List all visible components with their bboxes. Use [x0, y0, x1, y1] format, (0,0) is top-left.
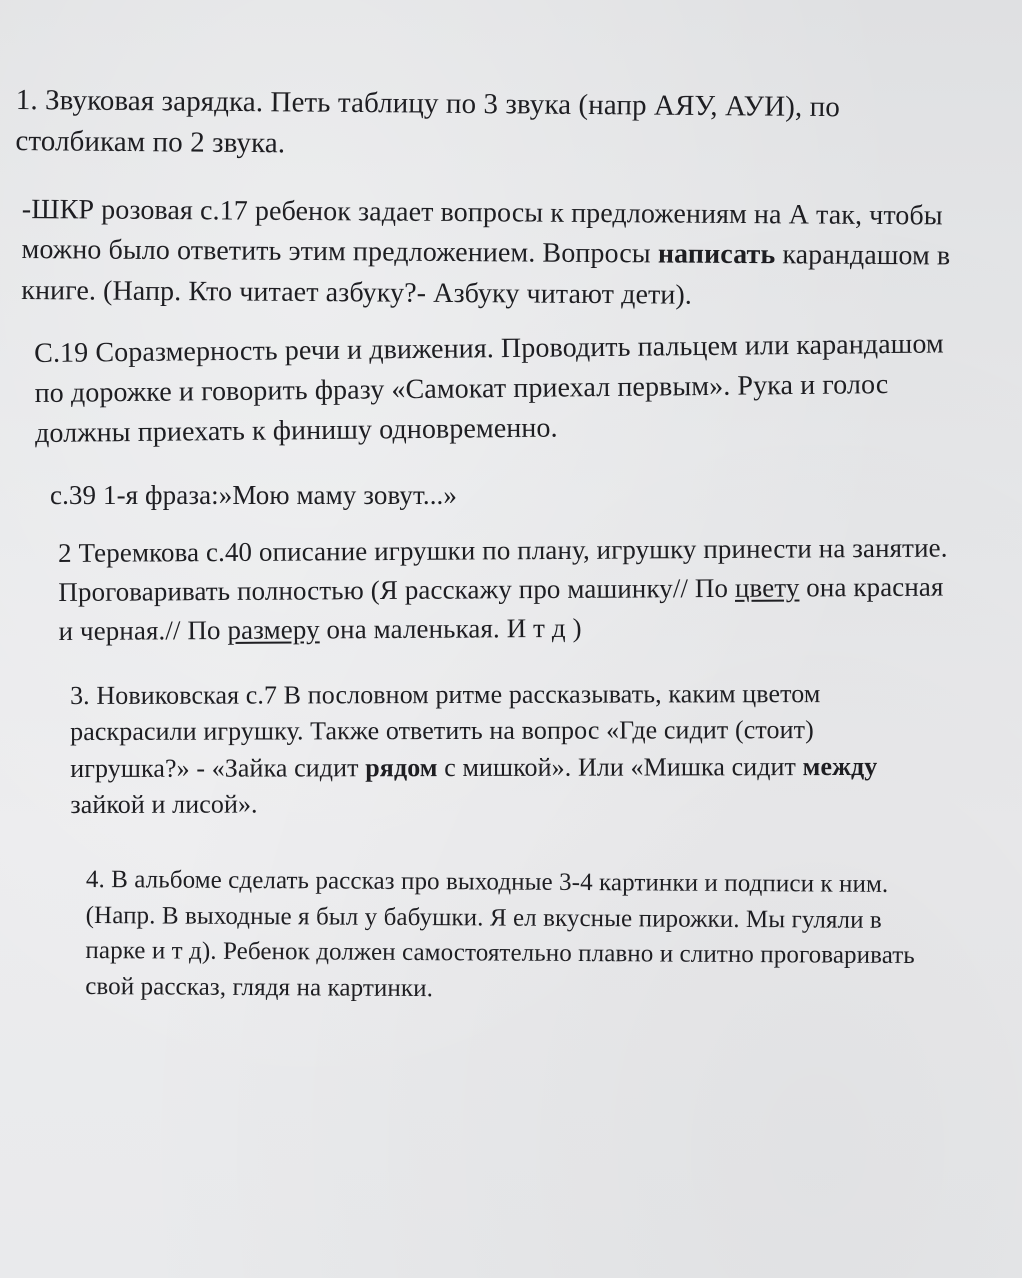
paragraph-3 — [34, 324, 945, 453]
text-line: 4. В альбоме сделать рассказ про выходные 3-4 картинки и подписи к ним. — [85, 865, 889, 898]
text-line — [21, 230, 950, 277]
underlined-text: цвету — [734, 572, 800, 603]
text-line — [58, 606, 948, 650]
text-span: Проговаривать полностью (Я расскажу про машинку// По — [58, 572, 736, 607]
text-span: игрушка?» - «Зайка сидит — [70, 753, 366, 783]
text-line: раскрасили игрушку. Также ответить на вопрос «Где сидит (стоит) — [70, 715, 814, 747]
text-line: свой рассказ, глядя на картинки. — [85, 972, 434, 1002]
text-span: карандашом в — [775, 239, 951, 272]
bold-text: между — [802, 751, 878, 781]
text-line: зайкой и лисой». — [70, 789, 258, 820]
text-span: и черная.// По — [58, 614, 228, 646]
text-line: парке и т д). Ребенок должен самостоятельно плавно и слитно проговаривать — [85, 936, 915, 970]
text-line: столбикам по 2 звука. — [15, 124, 286, 159]
paragraph-6 — [70, 676, 878, 824]
paragraph-7 — [85, 862, 915, 1009]
text-line: книге. (Напр. Кто читает азбуку?- Азбуку читают дети). — [21, 274, 693, 311]
text-line: 1. Звуковая зарядка. Петь таблицу по 3 звука (напр АЯУ, АУИ), по — [15, 83, 841, 124]
paragraph-4 — [50, 478, 457, 514]
text-line: 3. Новиковская с.7 В пословном ритме рассказывать, каким цветом — [70, 679, 821, 710]
text-span: с мишкой». Или «Мишка сидит — [437, 751, 803, 782]
text-line: должны приехать к финишу одновременно. — [34, 412, 558, 449]
text-line: 2 Теремкова с.40 описание игрушки по плану, игрушку принести на занятие. — [58, 532, 948, 568]
text-line: С.19 Соразмерность речи и движения. Проводить пальцем или карандашом — [34, 328, 944, 369]
text-line: -ШКР розовая с.17 ребенок задает вопросы к предложениям на А так, чтобы — [21, 193, 943, 232]
text-span: она маленькая. И т д ) — [319, 612, 582, 645]
text-line: (Напр. В выходные я был у бабушки. Я ел вкусные пирожки. Мы гуляли в — [85, 901, 882, 934]
paragraph-5 — [58, 529, 948, 651]
text-line — [70, 749, 877, 788]
underlined-text: размеру — [227, 614, 320, 645]
bold-text: рядом — [365, 752, 438, 783]
text-line: с.39 1-я фраза:»Мою маму зовут...» — [50, 480, 458, 510]
text-line — [58, 567, 948, 611]
text-span: она красная — [799, 571, 944, 603]
text-line: по дорожке и говорить фразу «Самокат приехал первым». Рука и голос — [34, 368, 889, 409]
paragraph-2 — [21, 190, 951, 317]
text-span: можно было ответить этим предложением. Вопросы — [21, 234, 658, 270]
bold-text: написать — [657, 238, 776, 271]
paragraph-1 — [15, 80, 840, 168]
